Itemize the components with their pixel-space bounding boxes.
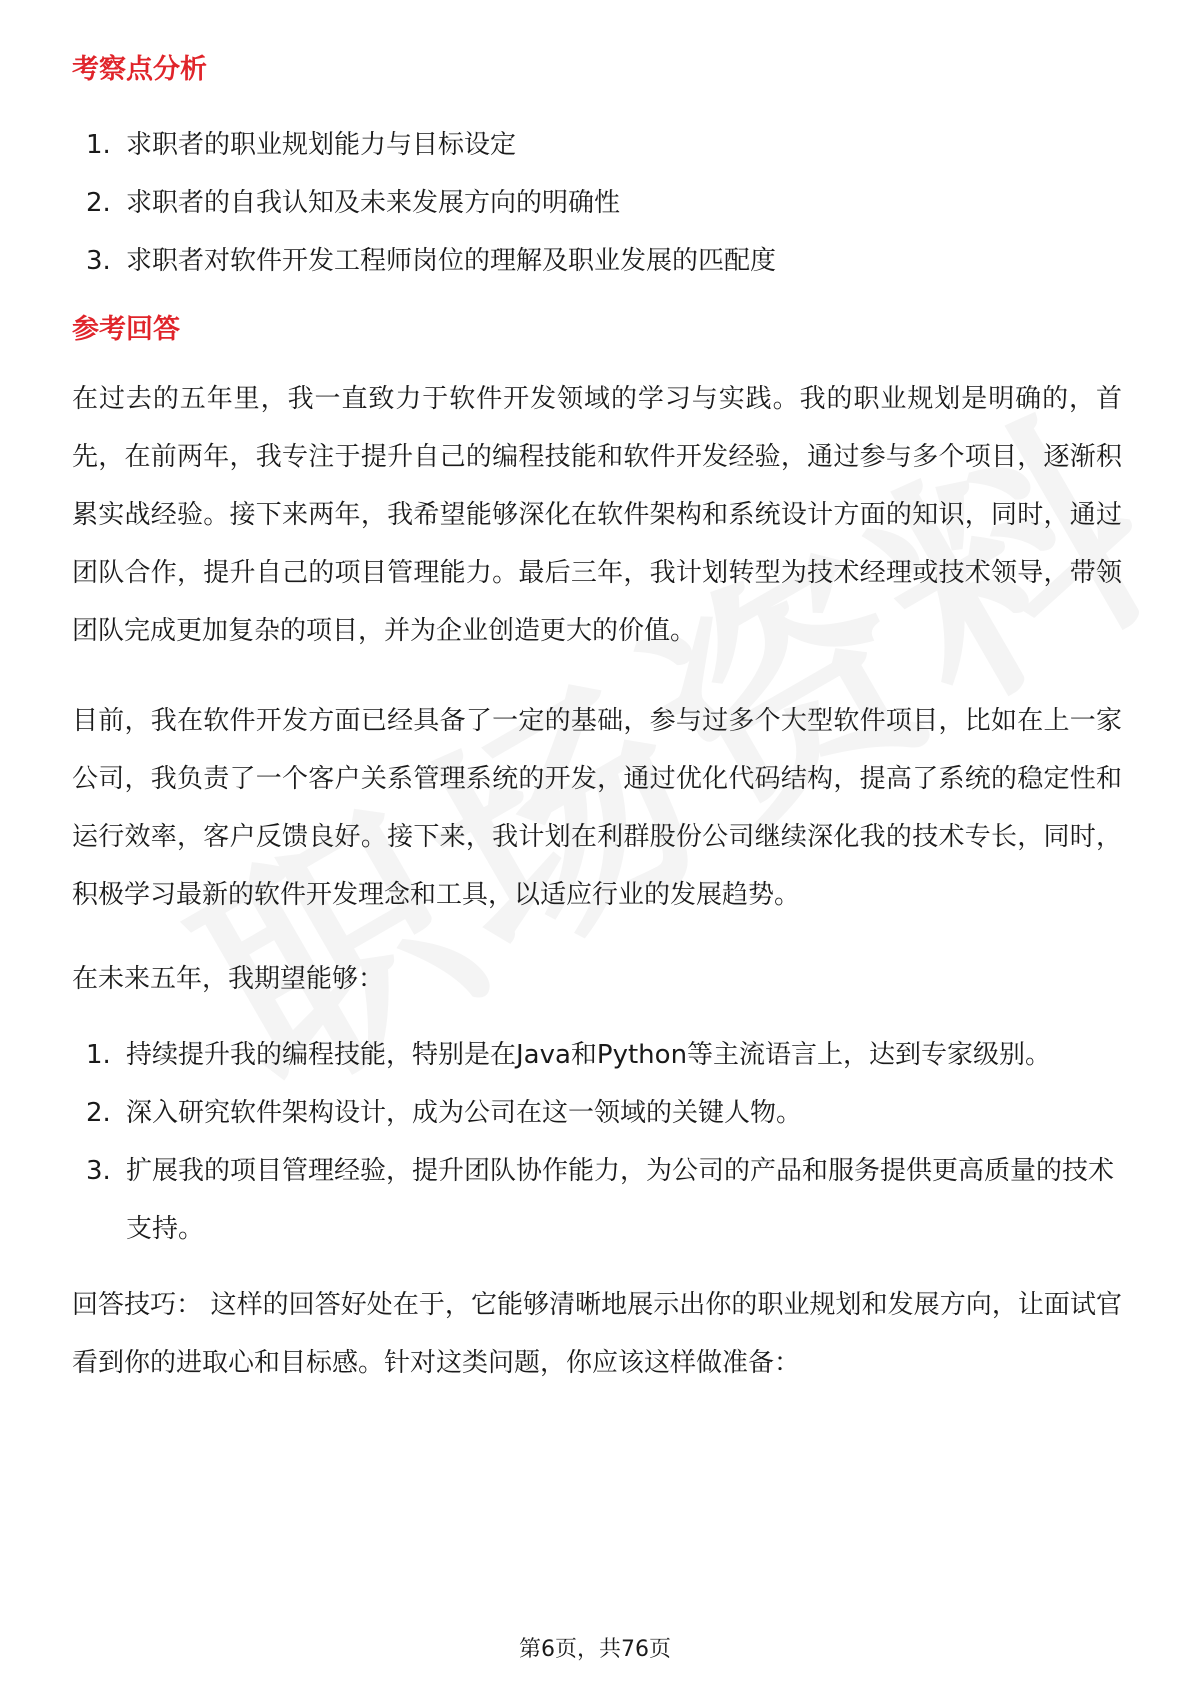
- list-item: [72, 1142, 1122, 1258]
- analysis-list: [72, 116, 1122, 290]
- answer-paragraph: 目前，我在软件开发方面已经具备了一定的基础，参与过多个大型软件项目，比如在上一家公司，我负责了一个客户关系管理系统的开发，通过优化代码结构，提高了系统的稳定性和运行效率，客户反馈良好。接下来，我计划在利群股份公司继续深化我的技术专长，同时，积极学习最新的软件开发理念和工具，以适应行业的发展趋势。: [72, 706, 1122, 910]
- answer-paragraph: 在过去的五年里，我一直致力于软件开发领域的学习与实践。我的职业规划是明确的，首先，在前两年，我专注于提升自己的编程技能和软件开发经验，通过参与多个项目，逐渐积累实战经验。接下来两年，我希望能够深化在软件架构和系统设计方面的知识，同时，通过团队合作，提升自己的项目管理能力。最后三年，我计划转型为技术经理或技术领导，带领团队完成更加复杂的项目，并为企业创造更大的价值。: [72, 384, 1122, 646]
- list-item: [72, 232, 1122, 290]
- list-item-text: 求职者对软件开发工程师岗位的理解及职业发展的匹配度: [126, 246, 777, 276]
- list-item-text: 求职者的自我认知及未来发展方向的明确性: [126, 188, 621, 218]
- analysis-title: 考察点分析: [72, 54, 207, 85]
- list-item: [72, 1084, 1122, 1142]
- list-item-text: 扩展我的项目管理经验，提升团队协作能力，为公司的产品和服务提供更高质量的技术支持。: [126, 1156, 1115, 1244]
- list-number: 2.: [86, 188, 111, 218]
- list-number: 1.: [86, 1040, 111, 1070]
- list-number: 3.: [86, 246, 111, 276]
- list-number: 3.: [86, 1156, 111, 1186]
- page-number: 第6页，共76页: [519, 1637, 671, 1662]
- answer-paragraph: 在未来五年，我期望能够：: [72, 964, 385, 994]
- goal-list: [72, 1026, 1122, 1258]
- list-item-text: 持续提升我的编程技能，特别是在Java和Python等主流语言上，达到专家级别。: [126, 1040, 1052, 1070]
- list-item-text: 求职者的职业规划能力与目标设定: [126, 130, 517, 160]
- list-number: 1.: [86, 130, 111, 160]
- list-item-text: 深入研究软件架构设计，成为公司在这一领域的关键人物。: [126, 1098, 803, 1128]
- answer-title: 参考回答: [72, 314, 180, 345]
- document-body: [72, 50, 1122, 1392]
- list-item: [72, 1026, 1122, 1084]
- list-item: [72, 116, 1122, 174]
- list-item: [72, 174, 1122, 232]
- list-number: 2.: [86, 1098, 111, 1128]
- answer-tips: 回答技巧： 这样的回答好处在于，它能够清晰地展示出你的职业规划和发展方向，让面试官看到你的进取心和目标感。针对这类问题，你应该这样做准备：: [72, 1290, 1122, 1378]
